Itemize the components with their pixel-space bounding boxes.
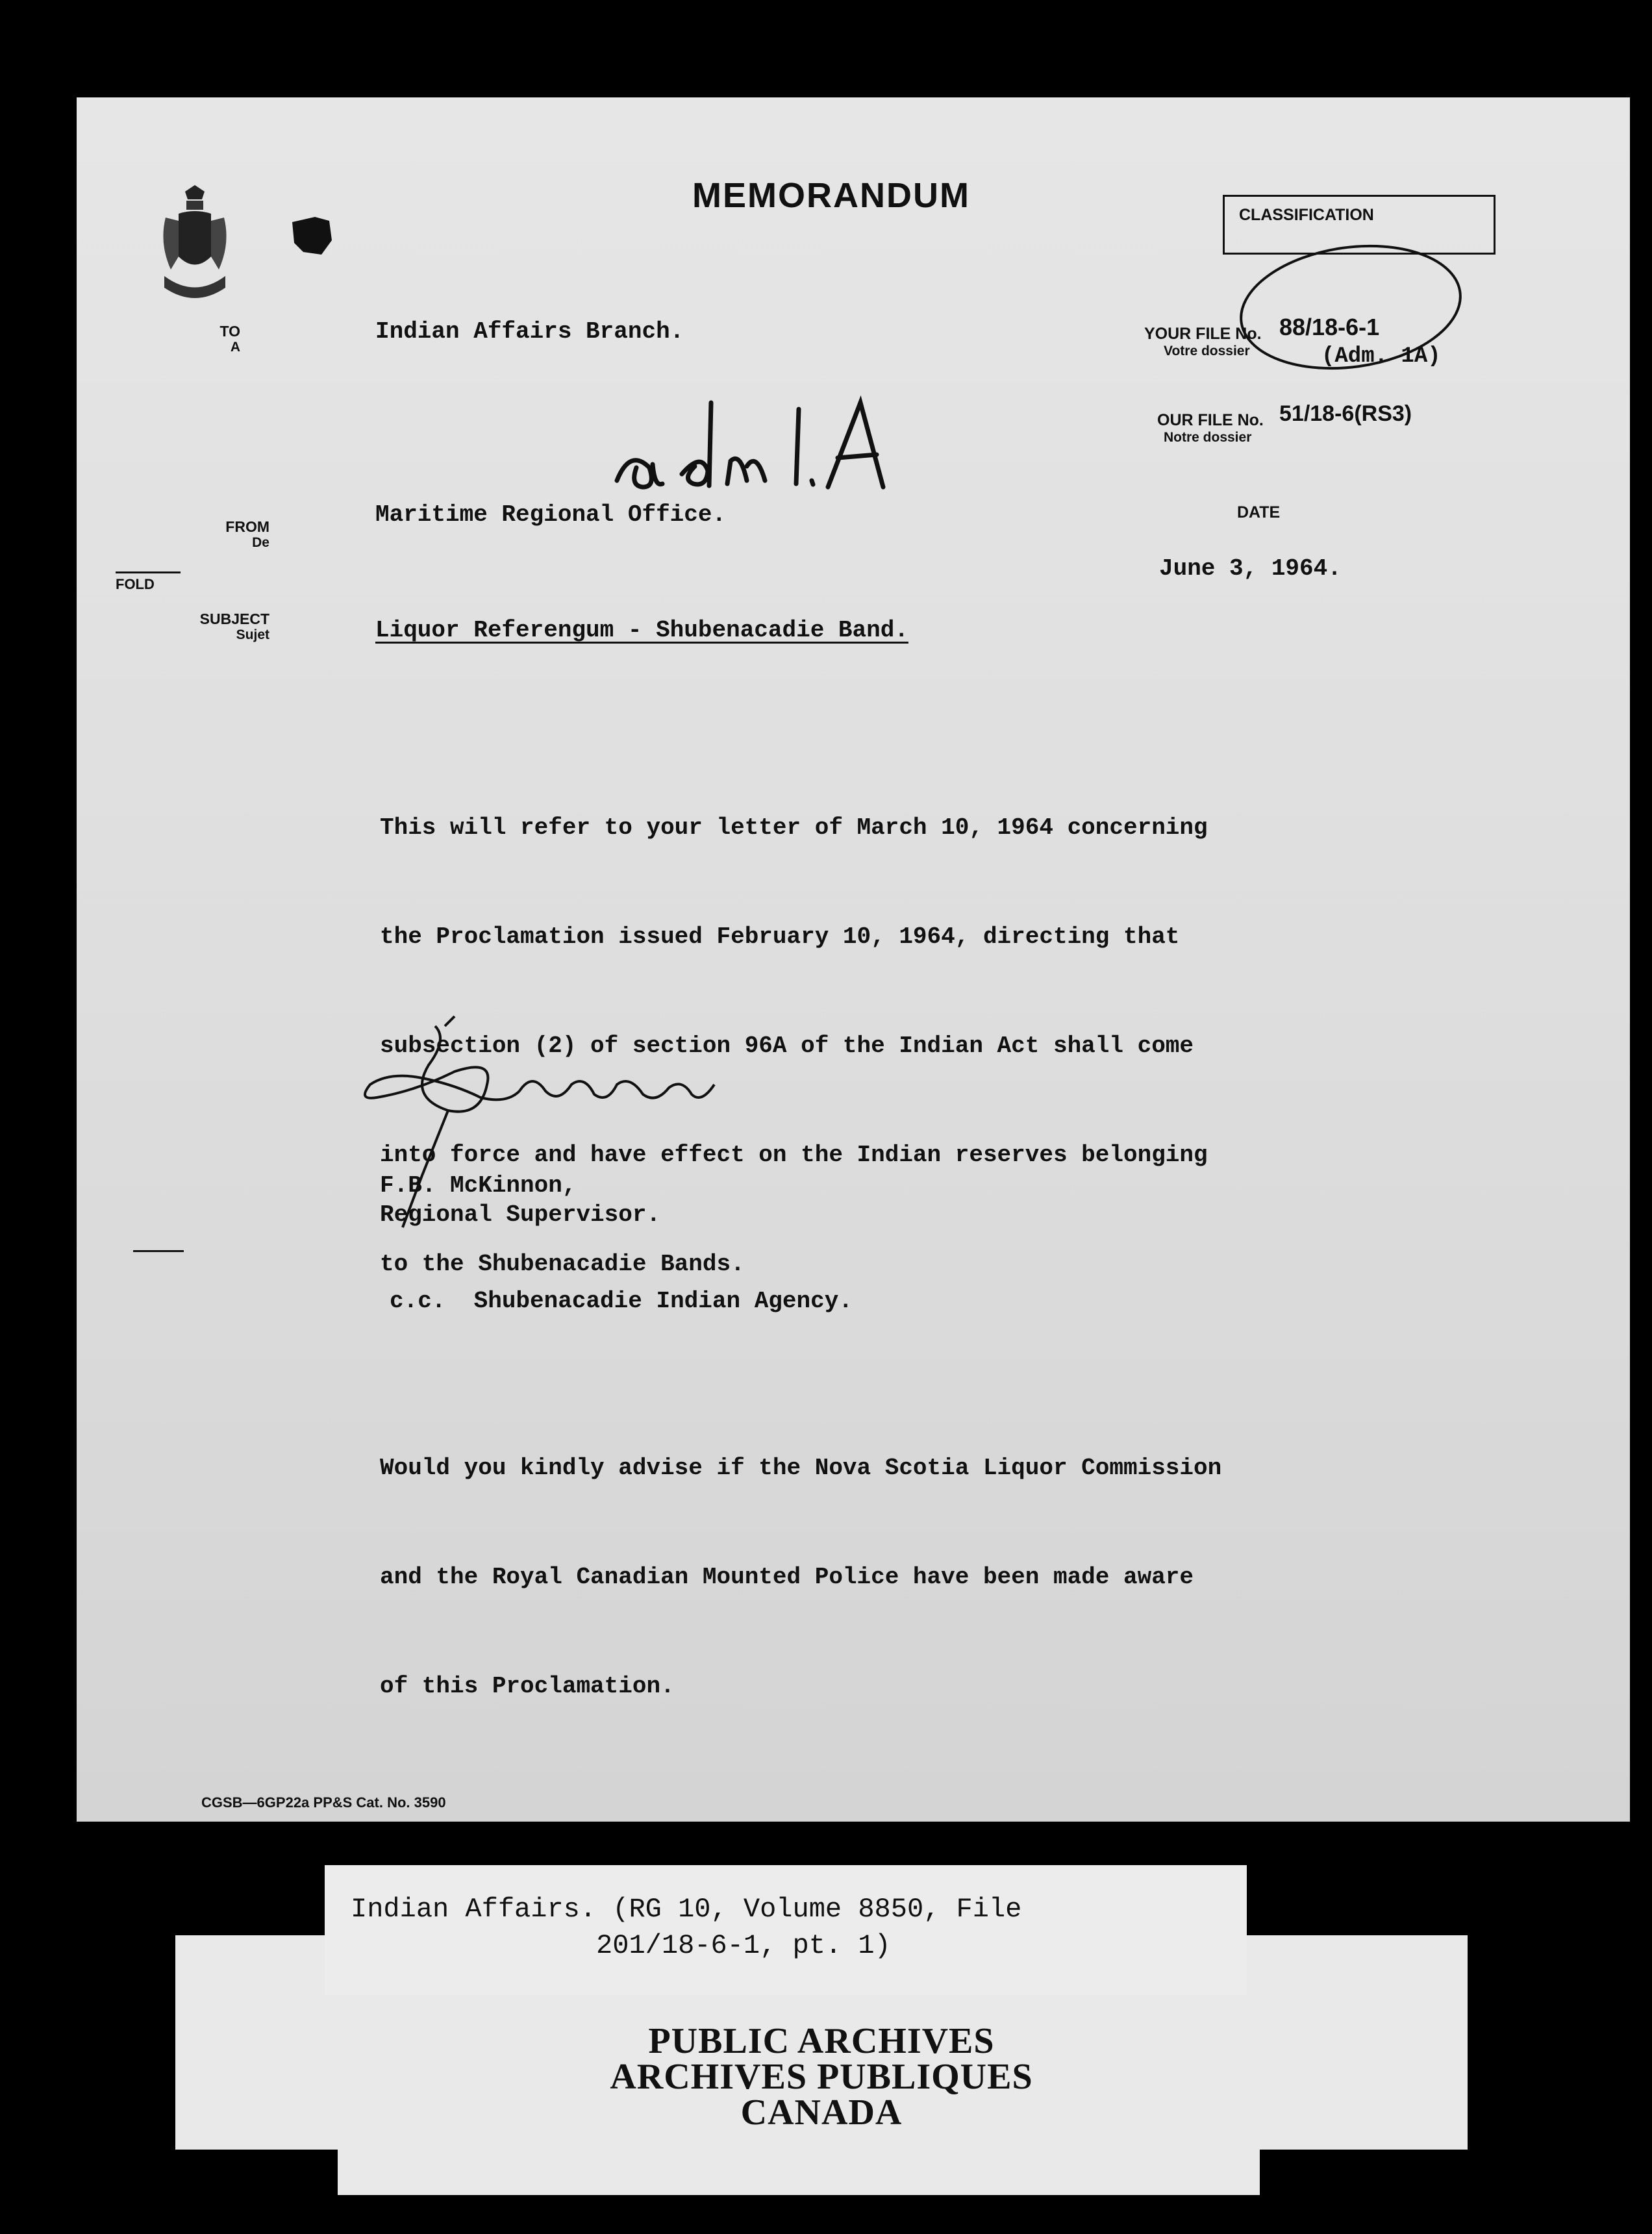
from-sender: Maritime Regional Office.: [375, 501, 727, 528]
to-label: TO A: [219, 323, 240, 355]
body-paragraph-1: This will refer to your letter of March 10, 1964 concerning the Proclamation issued February 10, 1964, directing that subsection (2) of section 96A of the Indian Act shall come into force and have effect on the Indian reserves belonging to the Shubenacadie Bands.: [380, 814, 1208, 1277]
handwritten-note: [604, 390, 942, 507]
archive-reference-card: [325, 1865, 1247, 1995]
carbon-copy: c.c. Shubenacadie Indian Agency.: [390, 1288, 853, 1314]
date-label: DATE: [1237, 503, 1281, 521]
classification-label: CLASSIFICATION: [1239, 206, 1374, 224]
memo-subject: Liquor Referengum - Shubenacadie Band.: [375, 617, 908, 644]
memo-body: [380, 737, 1354, 1800]
catalog-number: CGSB—6GP22a PP&S Cat. No. 3590: [201, 1794, 446, 1811]
signatory-name: F.B. McKinnon,: [380, 1172, 577, 1199]
archive-stamp-line-2: ARCHIVES PUBLIQUES: [610, 2057, 1033, 2097]
archive-stamp-line-1: PUBLIC ARCHIVES: [648, 2021, 995, 2061]
subject-label: SUBJECT Sujet: [199, 610, 269, 643]
signatory-title: Regional Supervisor.: [380, 1201, 661, 1228]
from-label: FROM De: [225, 518, 269, 551]
body-paragraph-2: Would you kindly advise if the Nova Scotia Liquor Commission and the Royal Canadian Mounted Police have been made aware of this Proclamation.: [380, 1455, 1222, 1700]
our-file-label: OUR FILE No. Notre dossier: [1157, 411, 1264, 445]
memo-title: MEMORANDUM: [692, 176, 970, 215]
our-file-number: 51/18-6(RS3): [1279, 401, 1412, 426]
your-file-suffix: (Adm. 1A): [1321, 344, 1441, 369]
fold-mark: FOLD: [116, 571, 181, 593]
archive-stamp-card-lower: [338, 2143, 1260, 2195]
memo-date: June 3, 1964.: [1159, 555, 1342, 582]
ink-blot-icon: [289, 214, 334, 260]
your-file-label: YOUR FILE No. Votre dossier: [1144, 325, 1262, 358]
to-recipient: Indian Affairs Branch.: [375, 318, 684, 345]
your-file-number: 88/18-6-1: [1279, 314, 1380, 340]
coat-of-arms-icon: [159, 185, 231, 308]
margin-dash: [133, 1250, 184, 1252]
archive-stamp-line-3: CANADA: [740, 2092, 903, 2133]
archive-reference: Indian Affairs. (RG 10, Volume 8850, File 201/18-6-1, pt. 1): [351, 1894, 1022, 1961]
